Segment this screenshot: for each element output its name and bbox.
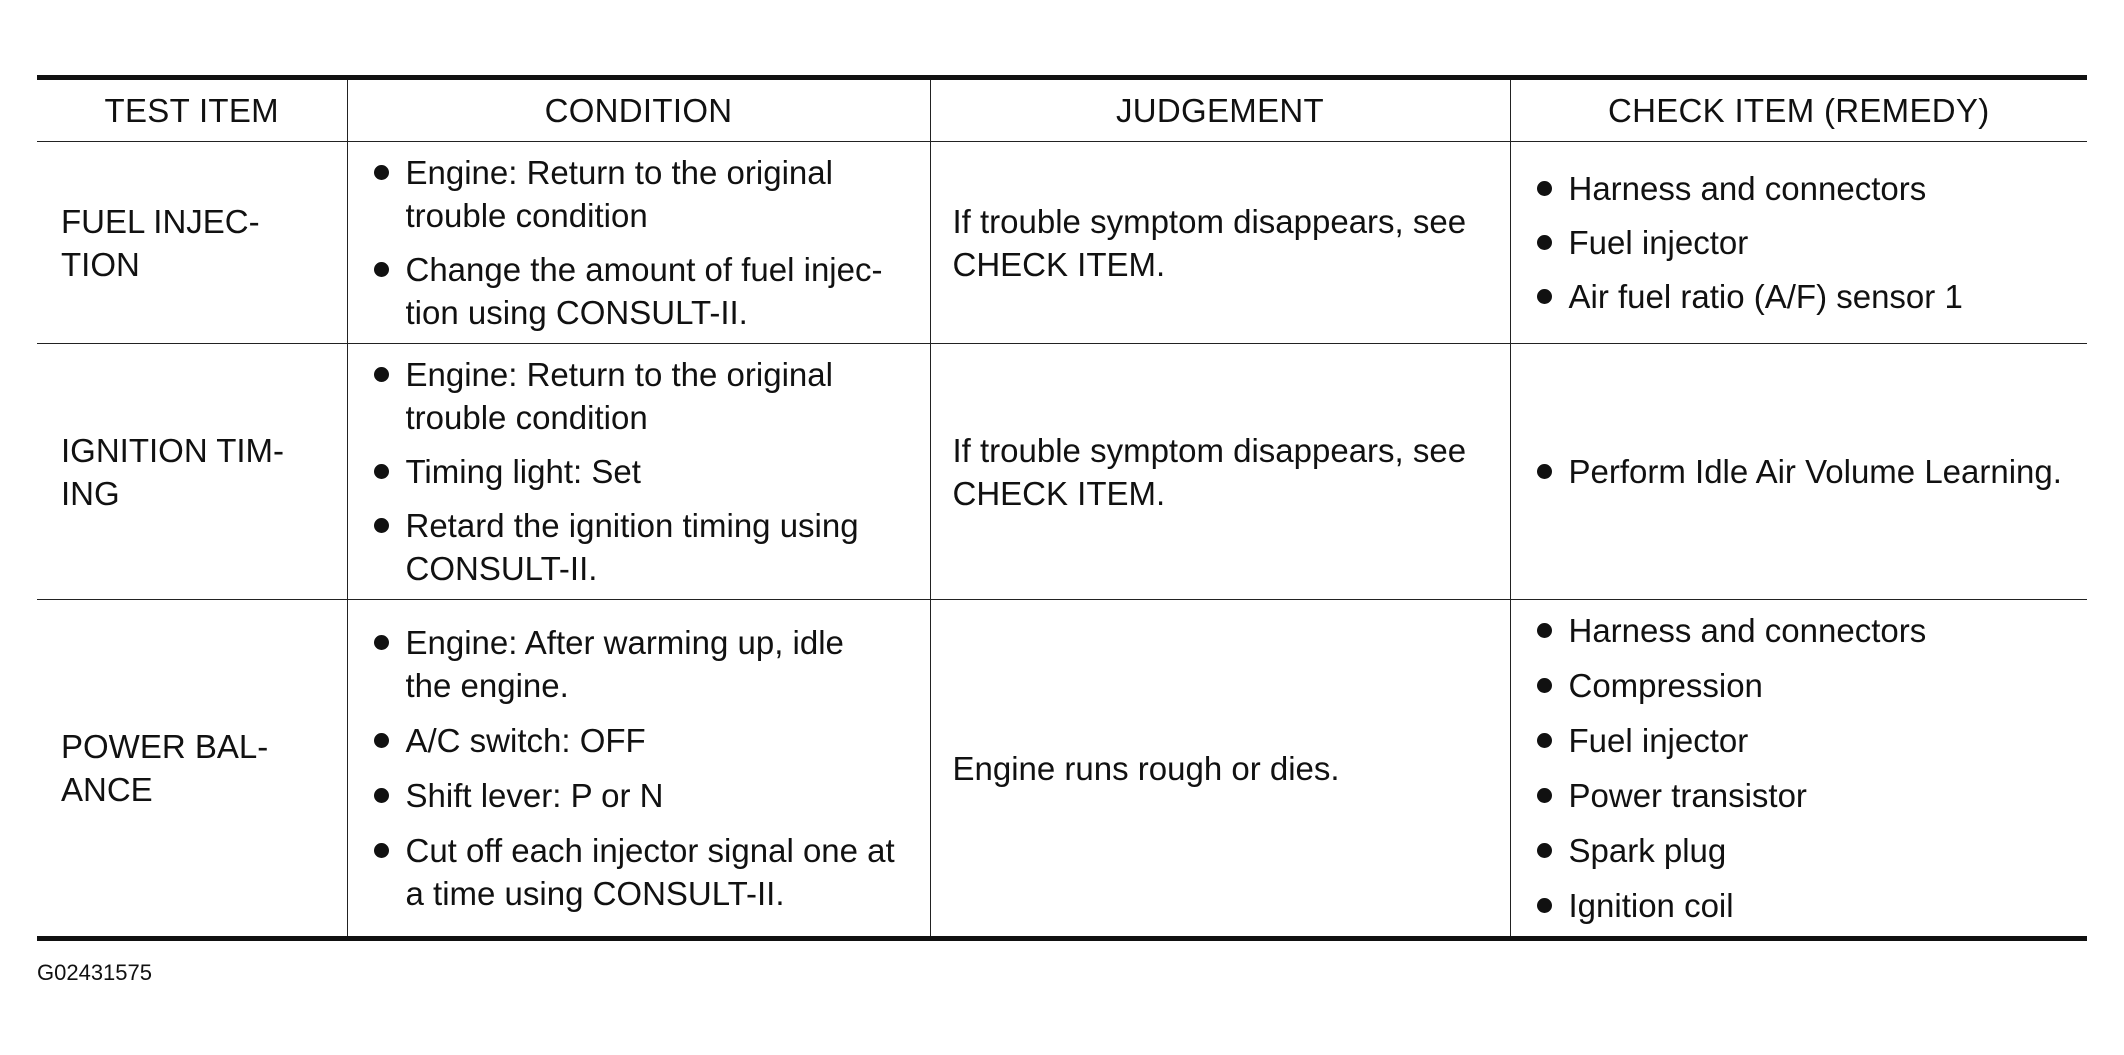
check-item bbox=[1535, 167, 2078, 210]
test-item-cell bbox=[37, 600, 347, 939]
table-header-row bbox=[37, 78, 2087, 142]
check-item-text: Harness and connectors bbox=[1568, 612, 1927, 649]
condition-text: the engine. bbox=[405, 667, 569, 704]
bullet-icon bbox=[1537, 235, 1552, 250]
check-item bbox=[1535, 719, 2078, 762]
header-check-item: CHECK ITEM (REMEDY) bbox=[1510, 78, 2087, 142]
bullet-icon bbox=[1537, 898, 1552, 913]
bullet-icon bbox=[1537, 464, 1552, 479]
test-item-line: IGNITION TIM- bbox=[61, 431, 285, 469]
test-item-line: FUEL INJEC- bbox=[61, 202, 260, 240]
condition-text: Timing light: Set bbox=[405, 453, 641, 490]
test-table bbox=[37, 75, 2087, 941]
condition-text: Shift lever: P or N bbox=[405, 777, 664, 814]
condition-item bbox=[372, 774, 920, 817]
condition-item bbox=[372, 504, 920, 590]
bullet-icon bbox=[374, 733, 389, 748]
bullet-icon bbox=[1537, 678, 1552, 693]
condition-cell bbox=[347, 142, 930, 344]
condition-text: trouble condition bbox=[405, 197, 648, 234]
bullet-icon bbox=[374, 464, 389, 479]
test-item-line: TION bbox=[61, 245, 140, 283]
header-condition: CONDITION bbox=[347, 78, 930, 142]
condition-item bbox=[372, 151, 920, 237]
judgement-cell bbox=[930, 600, 1510, 939]
check-item bbox=[1535, 884, 2078, 927]
bullet-icon bbox=[1537, 181, 1552, 196]
condition-text: Engine: Return to the original bbox=[405, 356, 833, 393]
bullet-icon bbox=[374, 788, 389, 803]
condition-text: Cut off each injector signal one at bbox=[405, 832, 895, 869]
bullet-icon bbox=[1537, 788, 1552, 803]
check-item-cell bbox=[1510, 142, 2087, 344]
check-item-text: Compression bbox=[1568, 667, 1763, 704]
check-item-text: Fuel injector bbox=[1568, 224, 1749, 261]
check-item-cell bbox=[1510, 344, 2087, 600]
test-item-line: ING bbox=[61, 474, 120, 512]
header-judgement: JUDGEMENT bbox=[930, 78, 1510, 142]
condition-text: CONSULT-II. bbox=[405, 550, 598, 587]
check-item bbox=[1535, 275, 2078, 318]
condition-text: trouble condition bbox=[405, 399, 648, 436]
check-item-cell bbox=[1510, 600, 2087, 939]
check-item bbox=[1535, 664, 2078, 707]
judgement-line: If trouble symptom disappears, see bbox=[952, 431, 1467, 469]
judgement-line: CHECK ITEM. bbox=[952, 474, 1166, 512]
bullet-icon bbox=[374, 843, 389, 858]
bullet-icon bbox=[374, 367, 389, 382]
check-item-text: Fuel injector bbox=[1568, 722, 1749, 759]
check-item-text: Harness and connectors bbox=[1568, 170, 1927, 207]
check-item-text: Ignition coil bbox=[1568, 887, 1734, 924]
test-item-line: POWER BAL- bbox=[61, 728, 269, 765]
check-item bbox=[1535, 774, 2078, 817]
condition-text: Engine: After warming up, idle bbox=[405, 624, 844, 661]
judgement-line: Engine runs rough or dies. bbox=[952, 749, 1340, 787]
check-item bbox=[1535, 221, 2078, 264]
bullet-icon bbox=[1537, 843, 1552, 858]
judgement-cell bbox=[930, 344, 1510, 600]
condition-cell bbox=[347, 600, 930, 939]
test-item-cell bbox=[37, 142, 347, 344]
condition-text: Retard the ignition timing using bbox=[405, 507, 859, 544]
condition-text: tion using CONSULT-II. bbox=[405, 294, 748, 331]
bullet-icon bbox=[1537, 289, 1552, 304]
check-item bbox=[1535, 829, 2078, 872]
bullet-icon bbox=[374, 262, 389, 277]
test-item-line: ANCE bbox=[61, 771, 153, 808]
condition-text: Engine: Return to the original bbox=[405, 154, 833, 191]
condition-item bbox=[372, 719, 920, 762]
check-item-text: Perform Idle Air Volume Learning. bbox=[1568, 453, 2062, 490]
header-test-item: TEST ITEM bbox=[37, 78, 347, 142]
table-row bbox=[37, 344, 2087, 600]
condition-item bbox=[372, 829, 920, 915]
condition-text: A/C switch: OFF bbox=[405, 722, 646, 759]
condition-item bbox=[372, 621, 920, 707]
bullet-icon bbox=[374, 165, 389, 180]
condition-text: Change the amount of fuel injec- bbox=[405, 251, 883, 288]
condition-text: a time using CONSULT-II. bbox=[405, 875, 785, 912]
check-item bbox=[1535, 609, 2078, 652]
bullet-icon bbox=[374, 518, 389, 533]
table-row bbox=[37, 600, 2087, 939]
condition-cell bbox=[347, 344, 930, 600]
test-table-container bbox=[37, 75, 2087, 941]
judgement-cell bbox=[930, 142, 1510, 344]
judgement-line: CHECK ITEM. bbox=[952, 245, 1166, 283]
bullet-icon bbox=[374, 635, 389, 650]
test-item-cell bbox=[37, 344, 347, 600]
bullet-icon bbox=[1537, 623, 1552, 638]
figure-code: G02431575 bbox=[37, 960, 152, 985]
check-item-text: Spark plug bbox=[1568, 832, 1727, 869]
check-item-text: Air fuel ratio (A/F) sensor 1 bbox=[1568, 278, 1963, 315]
condition-item bbox=[372, 248, 920, 334]
bullet-icon bbox=[1537, 733, 1552, 748]
check-item-text: Power transistor bbox=[1568, 777, 1807, 814]
check-item bbox=[1535, 450, 2078, 493]
condition-item bbox=[372, 353, 920, 439]
condition-item bbox=[372, 450, 920, 493]
judgement-line: If trouble symptom disappears, see bbox=[952, 202, 1467, 240]
table-row bbox=[37, 142, 2087, 344]
